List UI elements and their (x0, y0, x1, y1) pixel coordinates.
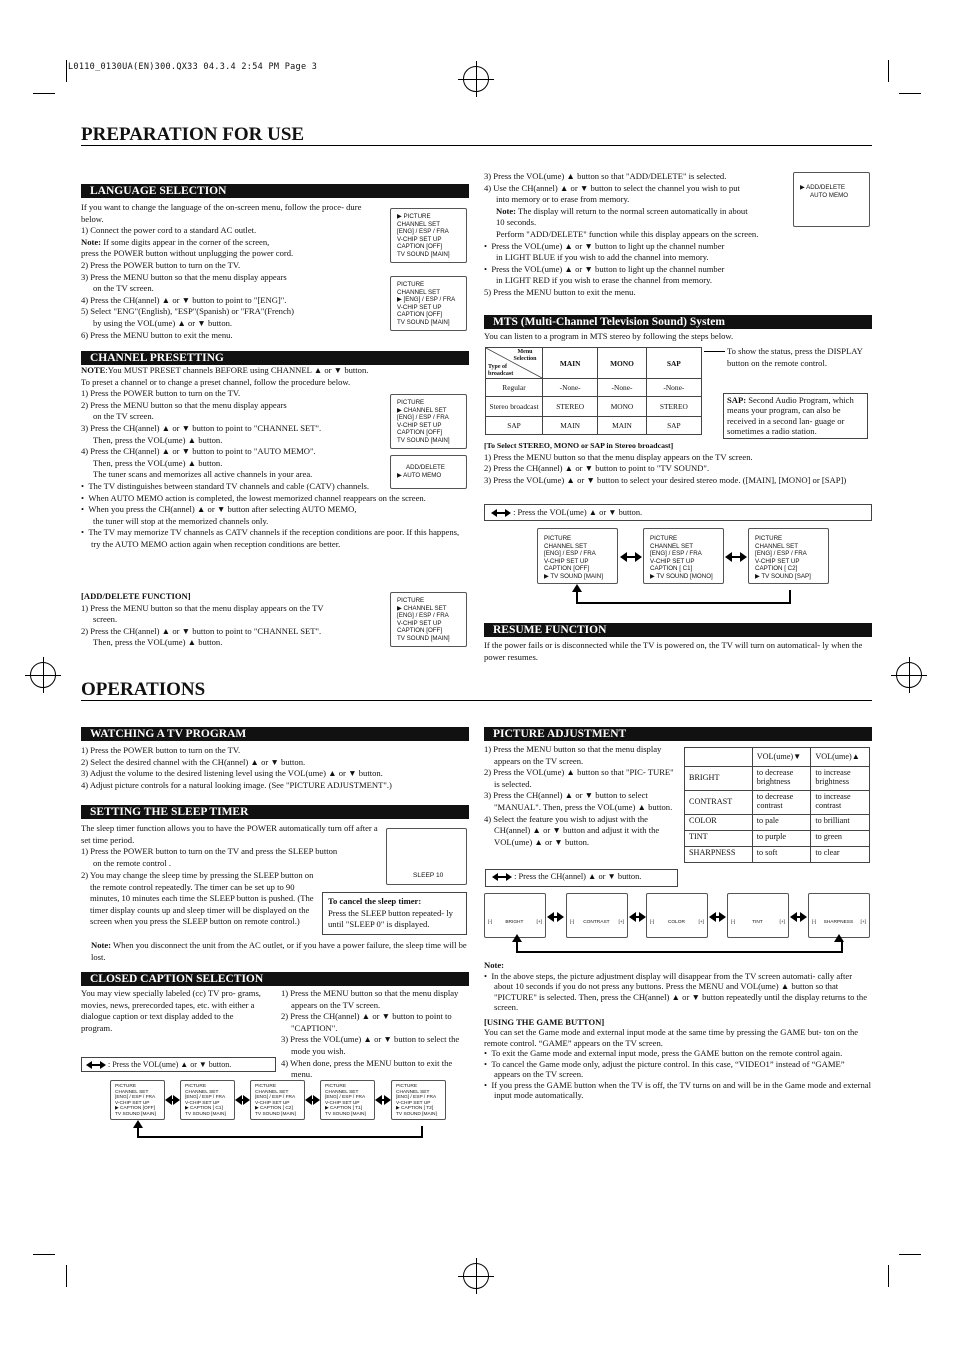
left-right-arrow-icon (165, 1095, 180, 1103)
bar-label: TINT (752, 920, 763, 925)
press-legend: : Press the VOL(ume) ▲ or ▼ button. (484, 504, 872, 521)
mts-intro: You can listen to a program in MTS stereo by following the steps below. (484, 331, 734, 341)
section-header-language: LANGUAGE SELECTION (81, 184, 469, 198)
up-arrow-icon (572, 584, 582, 592)
left-right-arrow-icon (790, 912, 807, 920)
left-right-arrow-icon (491, 509, 511, 517)
left-right-arrow-icon (235, 1095, 250, 1103)
picture-bar-screen (484, 893, 546, 938)
add-delete-steps: 3) Press the VOL(ume) ▲ button so that "ADD/DELETE" is selected. 4) Use the CH(annel) ▲ or ▼ button to select the channel you wish to put into memory or to erase from memory. Note: The display will return to the normal screen automatically in about 10 seconds. Perform "ADD/DELETE" function while this display appears on the screen. • Press the VOL(ume) ▲ or ▼ button to light up the channel number in LIGHT BLUE if you wish to add the channel into memory. • Press the VOL(ume) ▲ or ▼ button to light up the channel number in LIGHT RED if you wish to erase the channel from memory. 5) Press the MENU button to exit the menu. (484, 171, 759, 297)
mts-side-note: To show the status, press the DISPLAY button on the remote control. (727, 346, 863, 368)
menu-screen: PICTURE ▶ CHANNEL SET [ENG] / ESP / FRA V-CHIP SET UP CAPTION [OFF] TV SOUND [MAIN] (390, 394, 467, 449)
crop-mark (33, 1254, 55, 1255)
bar-label: CONTRAST (583, 920, 610, 925)
crop-mark (66, 60, 67, 82)
caption-intro: You may view specially labeled (cc) TV pro- grams, movies, news, prerecorded tapes, etc. with either a dialogue caption or text display added to the program. (81, 988, 261, 1033)
add-delete-text: [ADD/DELETE FUNCTION] 1) Press the MENU button so that the menu display appears on the TV screen. 2) Press the CH(annel) ▲ or ▼ button to point to "CHANNEL SET". Then, press the VOL(ume) ▲ button. (81, 591, 324, 648)
section-header-mts: MTS (Multi-Channel Television Sound) System (484, 315, 872, 329)
cancel-sleep-box: To cancel the sleep timer: Press the SLEEP button repeated- ly until "SLEEP 0" is displayed. (322, 892, 467, 935)
minus-label: [-] (488, 920, 493, 925)
plus-label: [+] (536, 920, 542, 925)
plus-label: [+] (698, 920, 704, 925)
crop-mark (899, 1254, 921, 1255)
left-right-arrow-icon (375, 1095, 391, 1103)
bar-label: SHARPNESS (823, 920, 854, 925)
crop-mark (66, 1265, 67, 1287)
sleep-intro: The sleep timer function allows you to have the POWER automatically turn off after a set time period. 1) Press the POWER button to turn on the TV and press the SLEEP button on the remote control . (81, 823, 378, 868)
divider (81, 145, 872, 146)
left-right-arrow-icon (629, 912, 646, 920)
minus-label: [-] (570, 920, 575, 925)
picture-notes: Note: • In the above steps, the picture adjustment display will disappear from the TV screen automati- cally after about 10 seconds if you do not press any buttons. Press the MENU and VOL(ume) ▲ button so that "PICTURE" is selected. Then, press the CH(annel) ▲ or ▼ button repeatedly until the display returns to the screen. [USING THE GAME BUTTON] You can set the Game mode and external input mode at the same time by pressing the GAME but- ton on the remote control. “GAME” appears on the TV screen. • To exit the Game mode and external input mode, press the GAME button on the remote control again. • To cancel the Game mode only, adjust the picture control. In this case, “VIDEO1” instead of “GAME” appears on the TV screen. • If you press the GAME button when the TV is off, the TV turns on and will be in the Game mode and external input mode automatically. (484, 960, 871, 1100)
picture-bar-screen (566, 893, 628, 938)
menu-screen: PICTURE CHANNEL SET [ENG] / ESP / FRA V-CHIP SET UP CAPTION [OFF] ▶ TV SOUND [MAIN] (537, 528, 618, 584)
channel-text: NOTE:You MUST PRESET channels BEFORE using CHANNEL ▲ or ▼ button. To preset a channel or to change a preset channel, follow the procedure below. 1) Press the POWER button to turn on the TV. 2) Press the MENU button so that the menu display appears on the TV screen. 3) Press the CH(annel) ▲ or ▼ button to point to "CHANNEL SET". Then, press the VOL(ume) ▲ button. 4) Press the CH(annel) ▲ or ▼ button to point to "AUTO MEMO". Then, press the VOL(ume) ▲ button. The tuner scans and memorizes all active channels in your area. • The TV distinguishes between standard TV channels and cable (CATV) channels. • When AUTO MEMO action is completed, the lowest memorized channel reappears on the screen. • When you press the CH(annel) ▲ or ▼ button after selecting AUTO MEMO, the tuner will stop at the memorized channels only. • The TV may memorize TV channels as CATV channels if the reception conditions are poor. If this happens, try the AUTO MEMO action again when reception conditions are better. (81, 365, 460, 549)
menu-screen: PICTURE CHANNEL SET [ENG] / ESP / FRA V-CHIP SET UP ▶ CAPTION [ T1] TV SOUND [MAIN] (320, 1080, 375, 1120)
left-right-arrow-icon (547, 912, 564, 920)
press-legend: : Press the CH(annel) ▲ or ▼ button. (485, 869, 678, 887)
page-title: PREPARATION FOR USE (81, 124, 305, 145)
registration-mark-icon (463, 66, 489, 92)
print-header: L0110_0130UA(EN)300.QX33 04.3.4 2:54 PM Page 3 (68, 62, 318, 72)
table-row: SHARPNESS to soft to clear (685, 847, 870, 863)
menu-screen: PICTURE CHANNEL SET [ENG] / ESP / FRA V-CHIP SET UP ▶ CAPTION [ C2] TV SOUND [MAIN] (250, 1080, 305, 1120)
table-row: Regular -None- -None- -None- (486, 379, 702, 397)
picture-bar-screen (727, 893, 789, 938)
press-legend: : Press the VOL(ume) ▲ or ▼ button. (81, 1057, 276, 1072)
table-row: Stereo broadcast STEREO MONO STEREO (486, 397, 702, 417)
left-right-arrow-icon (305, 1095, 320, 1103)
watching-text: 1) Press the POWER button to turn on the TV. 2) Select the desired channel with the CH(annel) ▲ or ▼ button. 3) Adjust the volume to the desired listening level using the VOL(ume) ▲ or ▼ button. 4) Adjust picture controls for a natural looking image. (See "PICTURE ADJUSTMENT".) (81, 745, 392, 790)
section-header-picture: PICTURE ADJUSTMENT (484, 727, 872, 741)
table-row: SAP MAIN MAIN SAP (486, 417, 702, 435)
registration-mark-icon (463, 1263, 489, 1289)
crop-mark (888, 1265, 889, 1287)
crop-mark (899, 93, 921, 94)
menu-screen: PICTURE CHANNEL SET [ENG] / ESP / FRA V-CHIP SET UP CAPTION [ C1] ▶ TV SOUND [MONO] (643, 528, 724, 584)
picture-bar-screen (808, 893, 870, 938)
plus-label: [+] (779, 920, 785, 925)
menu-screen: PICTURE CHANNEL SET [ENG] / ESP / FRA V-CHIP SET UP ▶ CAPTION [OFF] TV SOUND [MAIN] (110, 1080, 165, 1120)
up-arrow-icon (512, 934, 522, 942)
menu-screen: SLEEP 10 (386, 828, 467, 885)
crop-mark (33, 93, 55, 94)
table-row: COLOR to pale to brilliant (685, 815, 870, 831)
resume-text: If the power fails or is disconnected while the TV is powered on, the TV will turn on automatical- ly when the power resumes. (484, 640, 863, 662)
minus-label: [-] (812, 920, 817, 925)
up-arrow-icon (834, 934, 844, 942)
section-header-resume: RESUME FUNCTION (484, 623, 872, 637)
menu-screen: PICTURE CHANNEL SET [ENG] / ESP / FRA V-CHIP SET UP ▶ CAPTION [ T2] TV SOUND [MAIN] (391, 1080, 446, 1120)
menu-screen: PICTURE ▶ CHANNEL SET [ENG] / ESP / FRA V-CHIP SET UP CAPTION [OFF] TV SOUND [MAIN] (390, 592, 467, 647)
plus-label: [+] (618, 920, 624, 925)
left-right-arrow-icon (620, 552, 642, 562)
cycle-arrow (137, 1126, 423, 1138)
table-row: TINT to purple to green (685, 831, 870, 847)
left-right-arrow-icon (709, 912, 726, 920)
table-row: BRIGHT to decrease brightness to increase brightness (685, 767, 870, 791)
mts-steps: [To Select STEREO, MONO or SAP in Stereo broadcast] 1) Press the MENU button so that the menu display appears on the TV screen. 2) Press the CH(annel) ▲ or ▼ button to point to "TV SOUND". 3) Press the VOL(ume) ▲ or ▼ button to select your desired stereo mode. ([MAIN], [MONO] or [SAP]) (484, 441, 847, 485)
table-corner: Menu Selection Type of broadcast (486, 348, 543, 379)
menu-screen: ▶ PICTURE CHANNEL SET [ENG] / ESP / FRA V-CHIP SET UP CAPTION [OFF] TV SOUND [MAIN] (390, 208, 467, 263)
section-header-sleep: SETTING THE SLEEP TIMER (81, 805, 469, 819)
divider (81, 700, 872, 701)
cycle-arrow (576, 590, 791, 604)
mts-table: Menu Selection Type of broadcast MAIN MONO SAP Regular -None- -None- -None- Stereo broadcast STEREO MONO STEREO SAP MAIN MAIN SAP (485, 347, 702, 435)
sleep-note: Note: When you disconnect the unit from the AC outlet, or if you have a power failure, the sleep time will be lost. (91, 940, 467, 962)
section-header-watching: WATCHING A TV PROGRAM (81, 727, 469, 741)
menu-screen: ▶ ADD/DELETE AUTO MEMO (793, 172, 870, 227)
registration-mark-icon (30, 662, 56, 688)
picture-bar-screen (646, 893, 708, 938)
sap-note: SAP: Second Audio Program, which means your program, can also be received in a second lan- guage or sometimes a radio station. (723, 393, 868, 439)
left-right-arrow-icon (86, 1061, 106, 1069)
menu-screen: PICTURE CHANNEL SET [ENG] / ESP / FRA V-CHIP SET UP CAPTION [ C2] ▶ TV SOUND [SAP] (748, 528, 829, 584)
menu-screen: PICTURE CHANNEL SET ▶ [ENG] / ESP / FRA V-CHIP SET UP CAPTION [OFF] TV SOUND [MAIN] (390, 276, 467, 331)
crop-mark (888, 60, 889, 82)
cycle-arrow (516, 940, 843, 953)
left-right-arrow-icon (492, 873, 512, 881)
page-title: OPERATIONS (81, 679, 206, 700)
language-text: If you want to change the language of the on-screen menu, follow the proce- dure below. 1) Connect the power cord to a standard AC outlet. Note: If some digits appear in the corner of the screen, press the POWER button without unplugging the power cord. 2) Press the POWER button to turn on the TV. 3) Press the MENU button so that the menu display appears on the TV screen. 4) Press the CH(annel) ▲ or ▼ button to point to "[ENG]". 5) Select "ENG"(English), "ESP"(Spanish) or "FRA"(French) by using the VOL(ume) ▲ or ▼ button. 6) Press the MENU button to exit the menu. (81, 202, 362, 340)
section-header-caption: CLOSED CAPTION SELECTION (81, 972, 469, 986)
plus-label: [+] (860, 920, 866, 925)
connector-line (704, 351, 725, 352)
up-arrow-icon (133, 1120, 143, 1128)
minus-label: [-] (731, 920, 736, 925)
menu-screen: ADD/DELETE ▶ AUTO MEMO (390, 455, 467, 489)
left-right-arrow-icon (725, 552, 747, 562)
minus-label: [-] (650, 920, 655, 925)
menu-screen: PICTURE CHANNEL SET [ENG] / ESP / FRA V-CHIP SET UP ▶ CAPTION [ C1] TV SOUND [MAIN] (180, 1080, 235, 1120)
caption-steps: 1) Press the MENU button so that the menu display appears on the TV screen. 2) Press the CH(annel) ▲ or ▼ button to point to "CAPTION". 3) Press the VOL(ume) ▲ or ▼ button to select the mode you wish. 4) When done, press the MENU button to exit the menu. (281, 988, 460, 1080)
bar-label: COLOR (667, 920, 685, 925)
section-header-channel: CHANNEL PRESETTING (81, 351, 469, 365)
registration-mark-icon (896, 662, 922, 688)
bar-label: BRIGHT (505, 920, 524, 925)
table-row: CONTRAST to decrease contrast to increase contrast (685, 791, 870, 815)
picture-steps: 1) Press the MENU button so that the menu display appears on the TV screen. 2) Press the VOL(ume) ▲ button so that "PIC- TURE" is selected. 3) Press the CH(annel) ▲ or ▼ button to select "MANUAL". Then, press the VOL(ume) ▲ button. 4) Select the feature you wish to adjust with the CH(annel) ▲ or ▼ button and adjust it with the VOL(ume) ▲ or ▼ button. (484, 744, 674, 847)
sleep-step2: 2) You may change the sleep time by pressing the SLEEP button on the remote control repeatedly. The timer can be set up to 90 minutes, 10 minutes each time the SLEEP button is pushed. (The timer display counts up and sleep timer will be displayed on the screen when you press the SLEEP button on remote control.) (81, 870, 314, 927)
picture-table: VOL(ume)▼ VOL(ume)▲ BRIGHT to decrease brightness to increase brightness CONTRAST to decrease contrast to increase contrast COLOR to pale to brilliant TINT to purple to green SHARPNESS to soft to clear (684, 747, 870, 863)
